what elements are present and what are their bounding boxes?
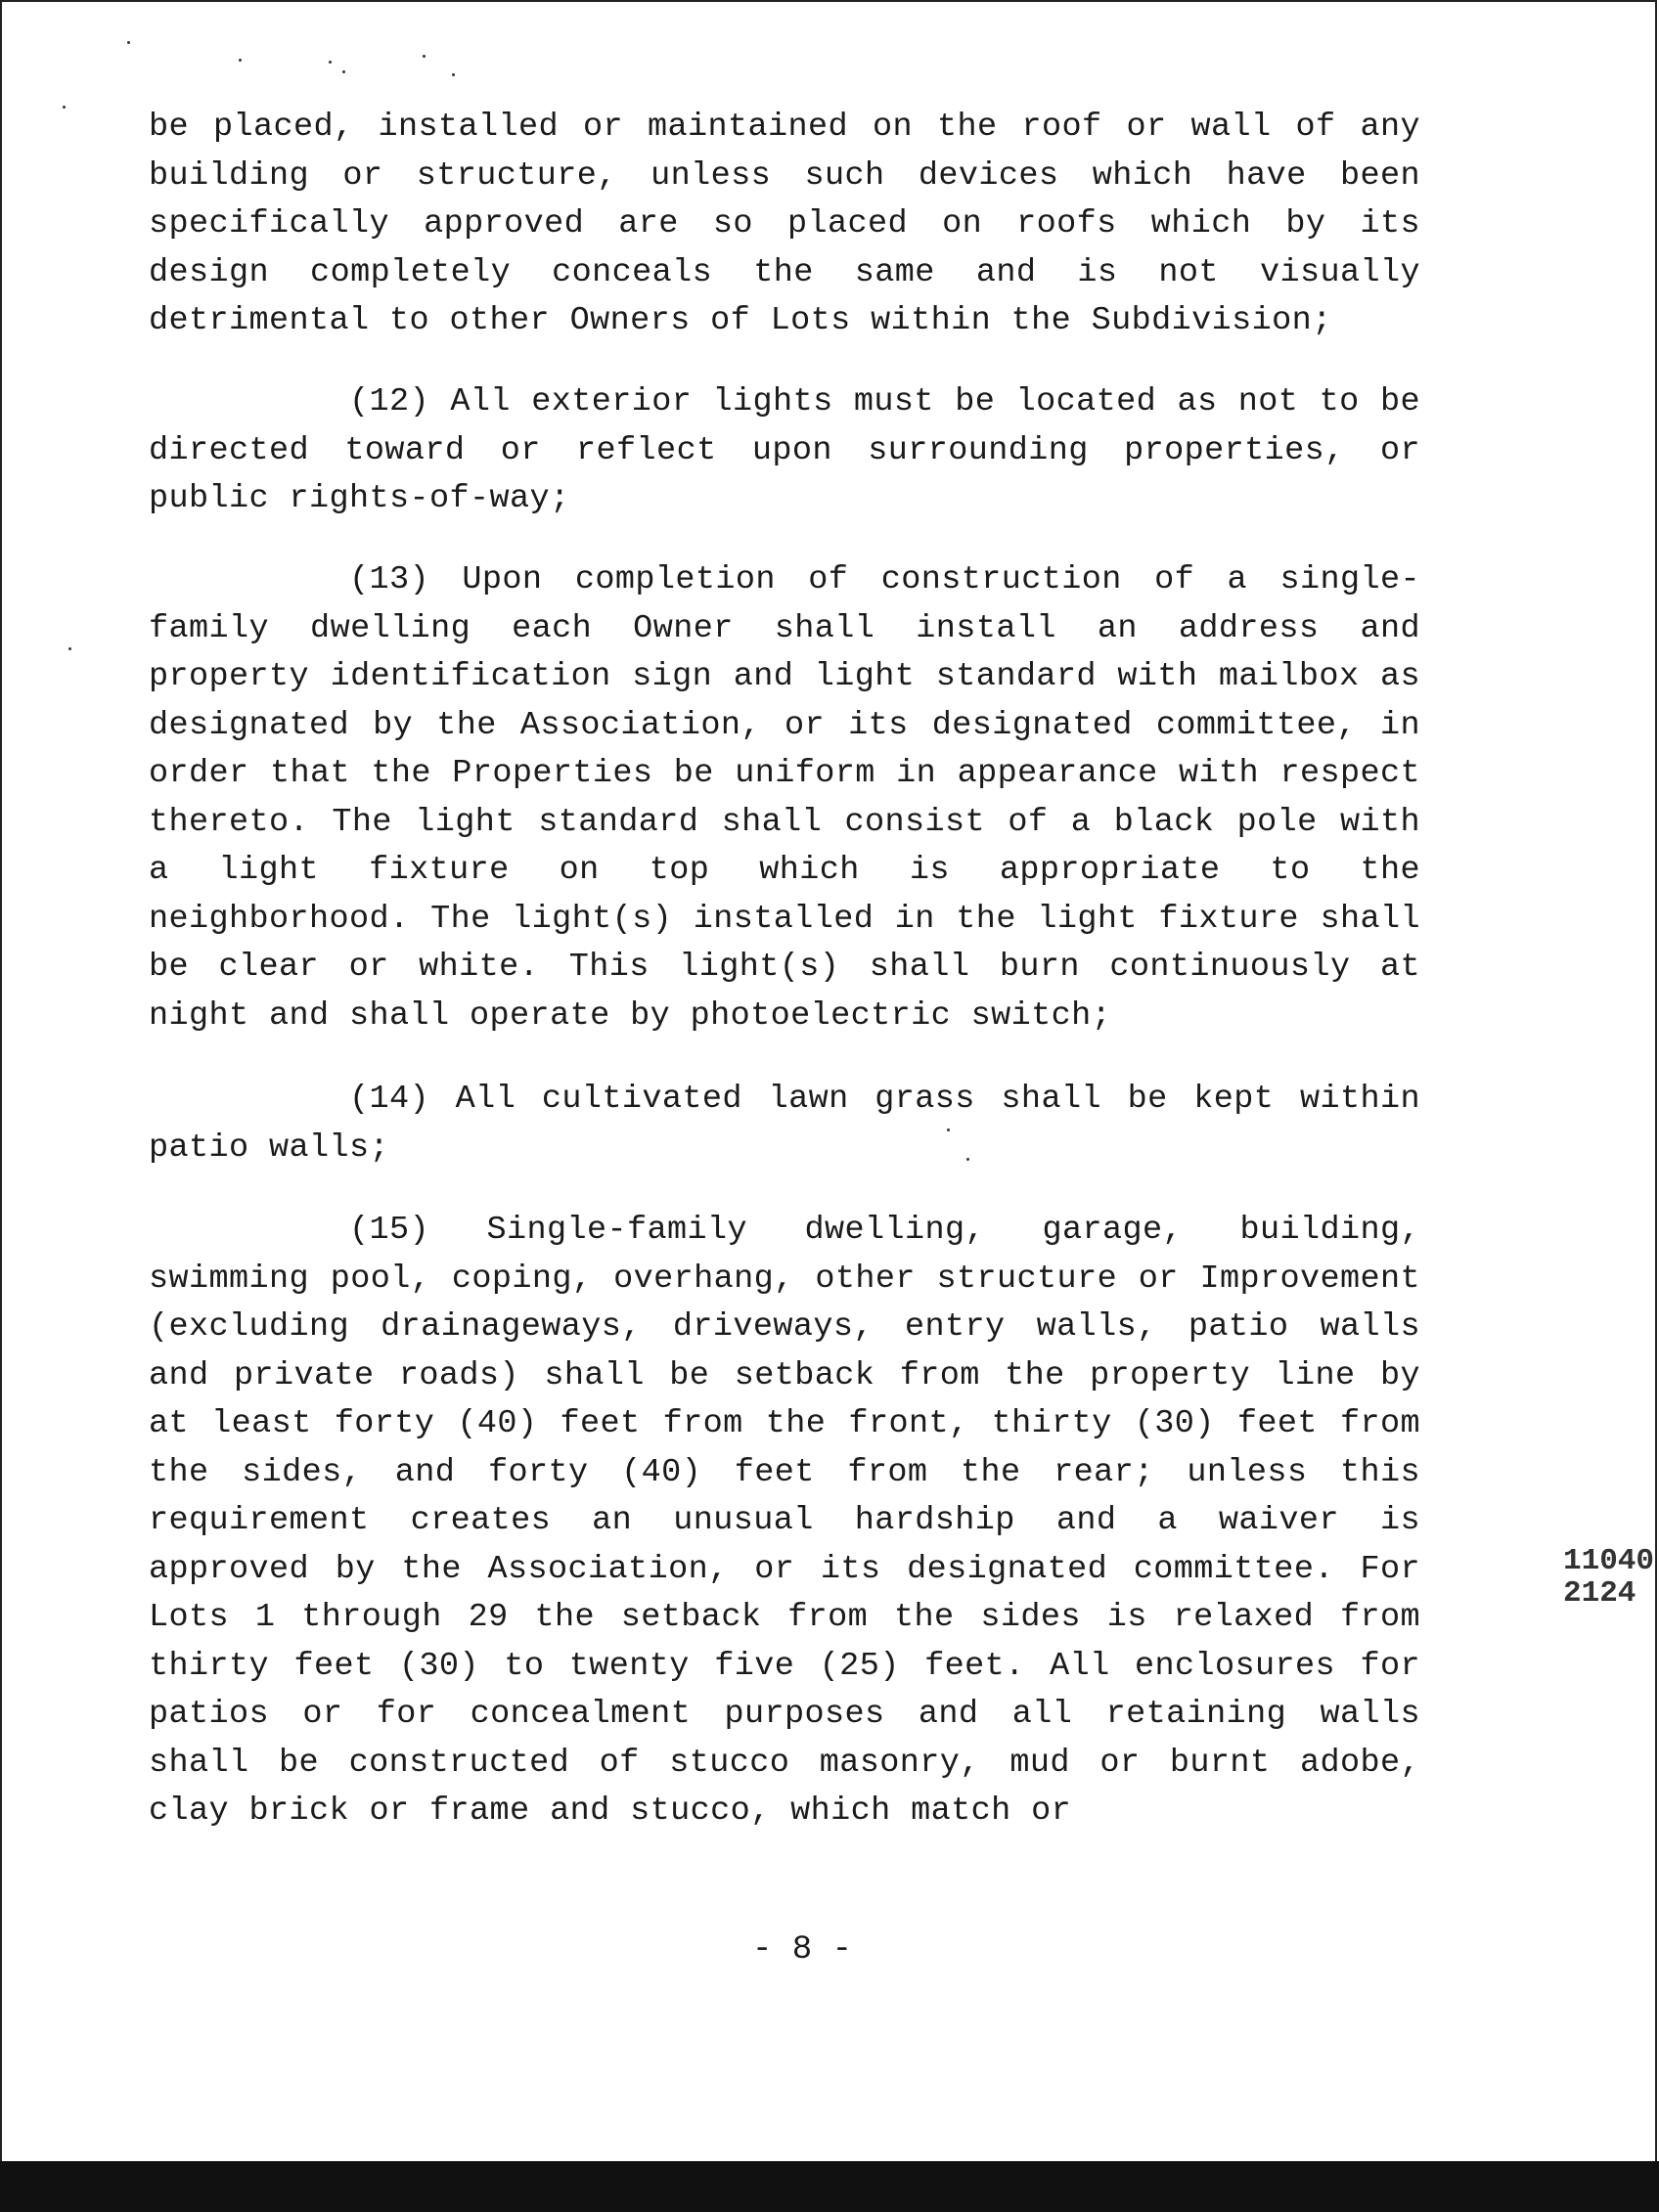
paragraph-continuation: [149, 104, 1420, 346]
paragraph-text: be placed, installed or maintained on the roof or wall of any building or structure, unless such devices which have been specifically approved are so placed on roofs which by its design completely conceals the same and is not visually detrimental to other Owners of Lots within the Subdivision;: [149, 109, 1420, 339]
paragraph-item-15: [149, 1207, 1420, 1836]
page-number: - 8 -: [751, 1931, 853, 1969]
margin-stamp: 11040 2124: [1563, 1544, 1655, 1611]
paragraph-text: (13) Upon completion of construction of a single-family dwelling each Owner shall install an address and property identification sign and light standard with mailbox as designated by the Association, or its designated committee, in order that the Properties be uniform in appearance with respect thereto. The light standard shall consist of a black pole with a light fixture on top which is appropriate to the neighborhood. The light(s) installed in the light fixture shall be clear or white. This light(s) shall burn continuously at night and shall operate by photoelectric switch;: [149, 561, 1420, 1035]
paragraph-text: (14) All cultivated lawn grass shall be kept within patio walls;: [149, 1081, 1420, 1167]
scan-speck: [68, 647, 71, 650]
paragraph-text: (15) Single-family dwelling, garage, building, swimming pool, coping, overhang, other structure or Improvement (excluding drainageways, driveways, entry walls, patio walls and private roads) shall be setback from the property line by at least forty (40) feet from the front, thirty (30) feet from the sides, and forty (40) feet from the rear; unless this requirement creates an unusual hardship and a waiver is approved by the Association, or its designated committee. For Lots 1 through 29 the setback from the sides is relaxed from thirty feet (30) to twenty five (25) feet. All enclosures for patios or for concealment purposes and all retaining walls shall be constructed of stucco masonry, mud or burnt adobe, clay brick or frame and stucco, which match or: [149, 1212, 1420, 1830]
scan-speck: [423, 55, 426, 58]
paragraph-item-14: [149, 1076, 1420, 1172]
scan-bottom-edge: [0, 2161, 1659, 2212]
paragraph-item-12: [149, 378, 1420, 524]
scan-speck: [239, 59, 242, 62]
paragraph-item-13: [149, 556, 1420, 1040]
scan-speck: [329, 61, 332, 64]
paragraph-text: (12) All exterior lights must be located as not to be directed toward or reflect upon surrounding properties, or public rights-of-way;: [149, 383, 1420, 517]
scan-speck: [452, 73, 455, 76]
scan-speck: [127, 41, 130, 44]
scan-speck: [342, 70, 345, 73]
scan-speck: [63, 106, 66, 109]
